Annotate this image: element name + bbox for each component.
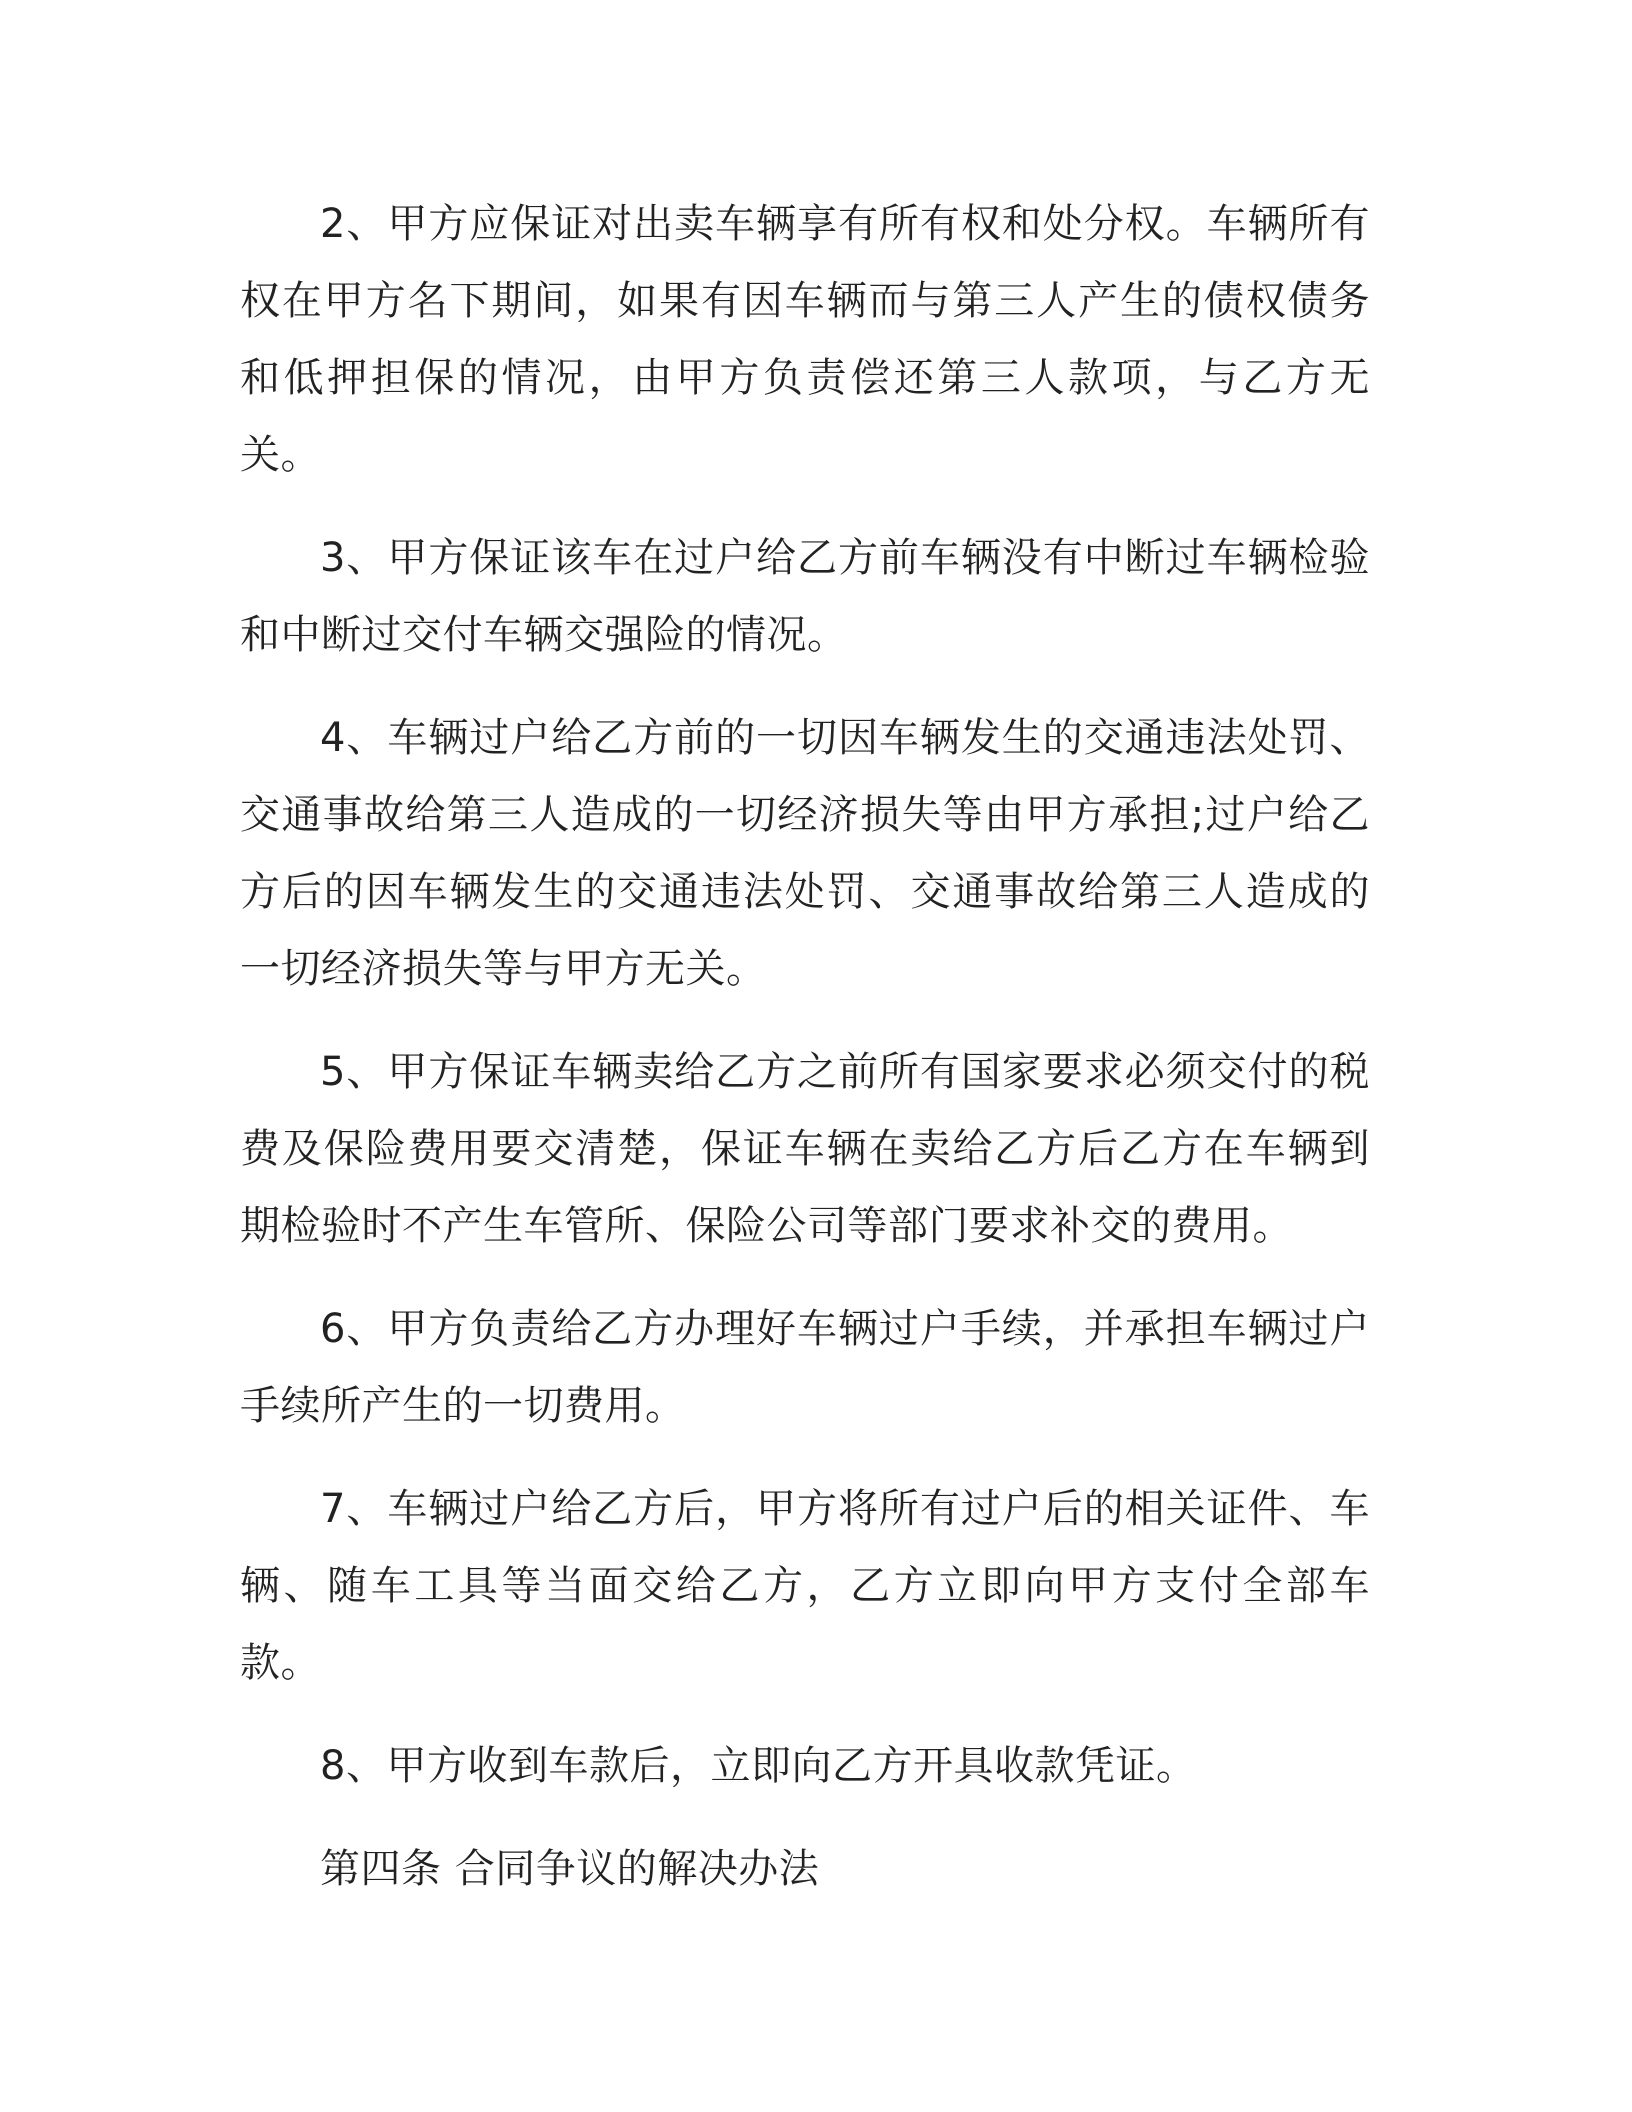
clause-6: 6、甲方负责给乙方办理好车辆过户手续，并承担车辆过户手续所产生的一切费用。 (240, 1306, 1370, 1429)
clause-5: 5、甲方保证车辆卖给乙方之前所有国家要求必须交付的税费及保险费用要交清楚，保证车辆在卖给乙方后乙方在车辆到期检验时不产生车管所、保险公司等部门要求补交的费用。 (240, 1049, 1370, 1249)
clause-8: 8、甲方收到车款后，立即向乙方开具收款凭证。 (320, 1743, 1197, 1789)
document-body (240, 186, 1370, 1908)
clause-4: 4、车辆过户给乙方前的一切因车辆发生的交通违法处罚、交通事故给第三人造成的一切经济损失等由甲方承担;过户给乙方后的因车辆发生的交通违法处罚、交通事故给第三人造成的一切经济损失等与甲方无关。 (240, 715, 1370, 992)
clause-2: 2、甲方应保证对出卖车辆享有所有权和处分权。车辆所有权在甲方名下期间，如果有因车辆而与第三人产生的债权债务和低押担保的情况，由甲方负责偿还第三人款项，与乙方无关。 (240, 201, 1370, 478)
clause-3: 3、甲方保证该车在过户给乙方前车辆没有中断过车辆检验和中断过交付车辆交强险的情况。 (240, 535, 1370, 658)
section-heading: 第四条 合同争议的解决办法 (320, 1846, 820, 1892)
clause-7: 7、车辆过户给乙方后，甲方将所有过户后的相关证件、车辆、随车工具等当面交给乙方，乙方立即向甲方支付全部车款。 (240, 1486, 1370, 1686)
